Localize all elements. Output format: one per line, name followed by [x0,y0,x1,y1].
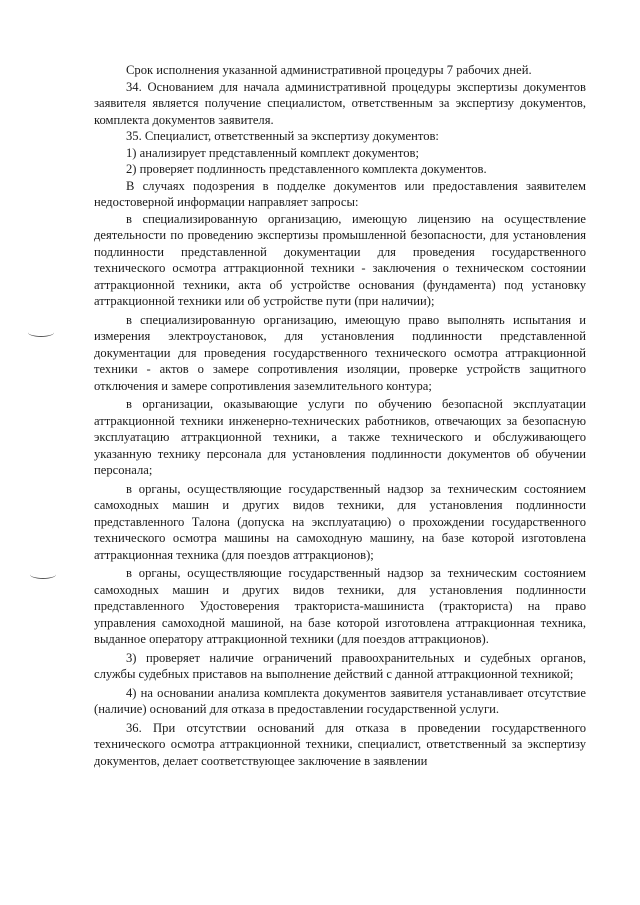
paragraph-request-supervision-license: в органы, осуществляющие государственный надзор за техническим состоянием самоходных машин и других видов техники, для установления подлинности представленного Удостоверения тракториста-машиниста (тракториста) на право управления самоходной машиной, на базе которой изготовлена аттракционная техника, выданное оператору аттракционной техники (для поездов аттракционов). [94,566,586,646]
paragraph-35-4: 4) на основании анализа комплекта документов заявителя устанавливает отсутствие (наличие) оснований для отказа в предоставлении государственной услуги. [94,685,586,716]
paragraph-35-2: 2) проверяет подлинность представленного комплекта документов. [126,162,487,176]
paragraph-36: 36. При отсутствии оснований для отказа в проведении государственного технического осмотра аттракционной техники, специалист, ответственный за экспертизу документов, делает соответствующее заключение в заявлении [94,720,586,768]
paragraph-request-training-org: в организации, оказывающие услуги по обучению безопасной эксплуатации аттракционной техники инженерно-технических работников, отвечающих за безопасную эксплуатацию аттракционной техники, а также технического и обслуживающего указанную технику персонала для установления подлинности документов об обучении персонала; [94,397,586,477]
margin-mark-bottom [30,570,56,579]
margin-mark-top [28,328,54,337]
paragraph-request-supervision-talon: в органы, осуществляющие государственный надзор за техническим состоянием самоходных машин и других видов техники, для установления подлинности представленного Талона (допуска на эксплуатацию) о прохождении государственного технического осмотра машины на самоходную машину, на базе которой изготовлена аттракционная техника (для поездов аттракционов); [94,481,586,562]
paragraph-34: 34. Основанием для начала административной процедуры экспертизы документов заявителя является получение специалистом, ответственным за экспертизу документов, комплекта документов заявителя. [94,79,586,127]
paragraph-35-1: 1) анализирует представленный комплект документов; [126,145,419,160]
paragraph-deadline: Срок исполнения указанной административной процедуры 7 рабочих дней. [126,63,532,77]
paragraph-request-expertise-org: в специализированную организацию, имеющую лицензию на осуществление деятельности по проведению экспертизы промышленной безопасности, для установления подлинности представленной документации для проведения государственного технического осмотра аттракционной техники - заключения о техническом состоянии аттракционной техники, акта об устройстве основания (фундамента) под установку аттракционной техники или об устройстве пути (при наличии); [94,211,586,308]
document-page [94,62,586,769]
paragraph-requests-intro: В случаях подозрения в подделке документов или предоставления заявителем недостоверной информации направляет запросы: [94,178,586,209]
paragraph-request-electrical-org: в специализированную организацию, имеющую право выполнять испытания и измерения электроустановок, для установления подлинности представленной документации для проведения государственного технического осмотра аттракционной техники - актов о замере сопротивления изоляции, проверке устройств защитного отключения и замере сопротивления заземлительного контура; [94,312,586,393]
paragraph-35-3: 3) проверяет наличие ограничений правоохранительных и судебных органов, службы судебных приставов на выполнение действий с данной аттракционной техникой; [94,650,586,681]
paragraph-35: 35. Специалист, ответственный за экспертизу документов: [126,129,439,143]
